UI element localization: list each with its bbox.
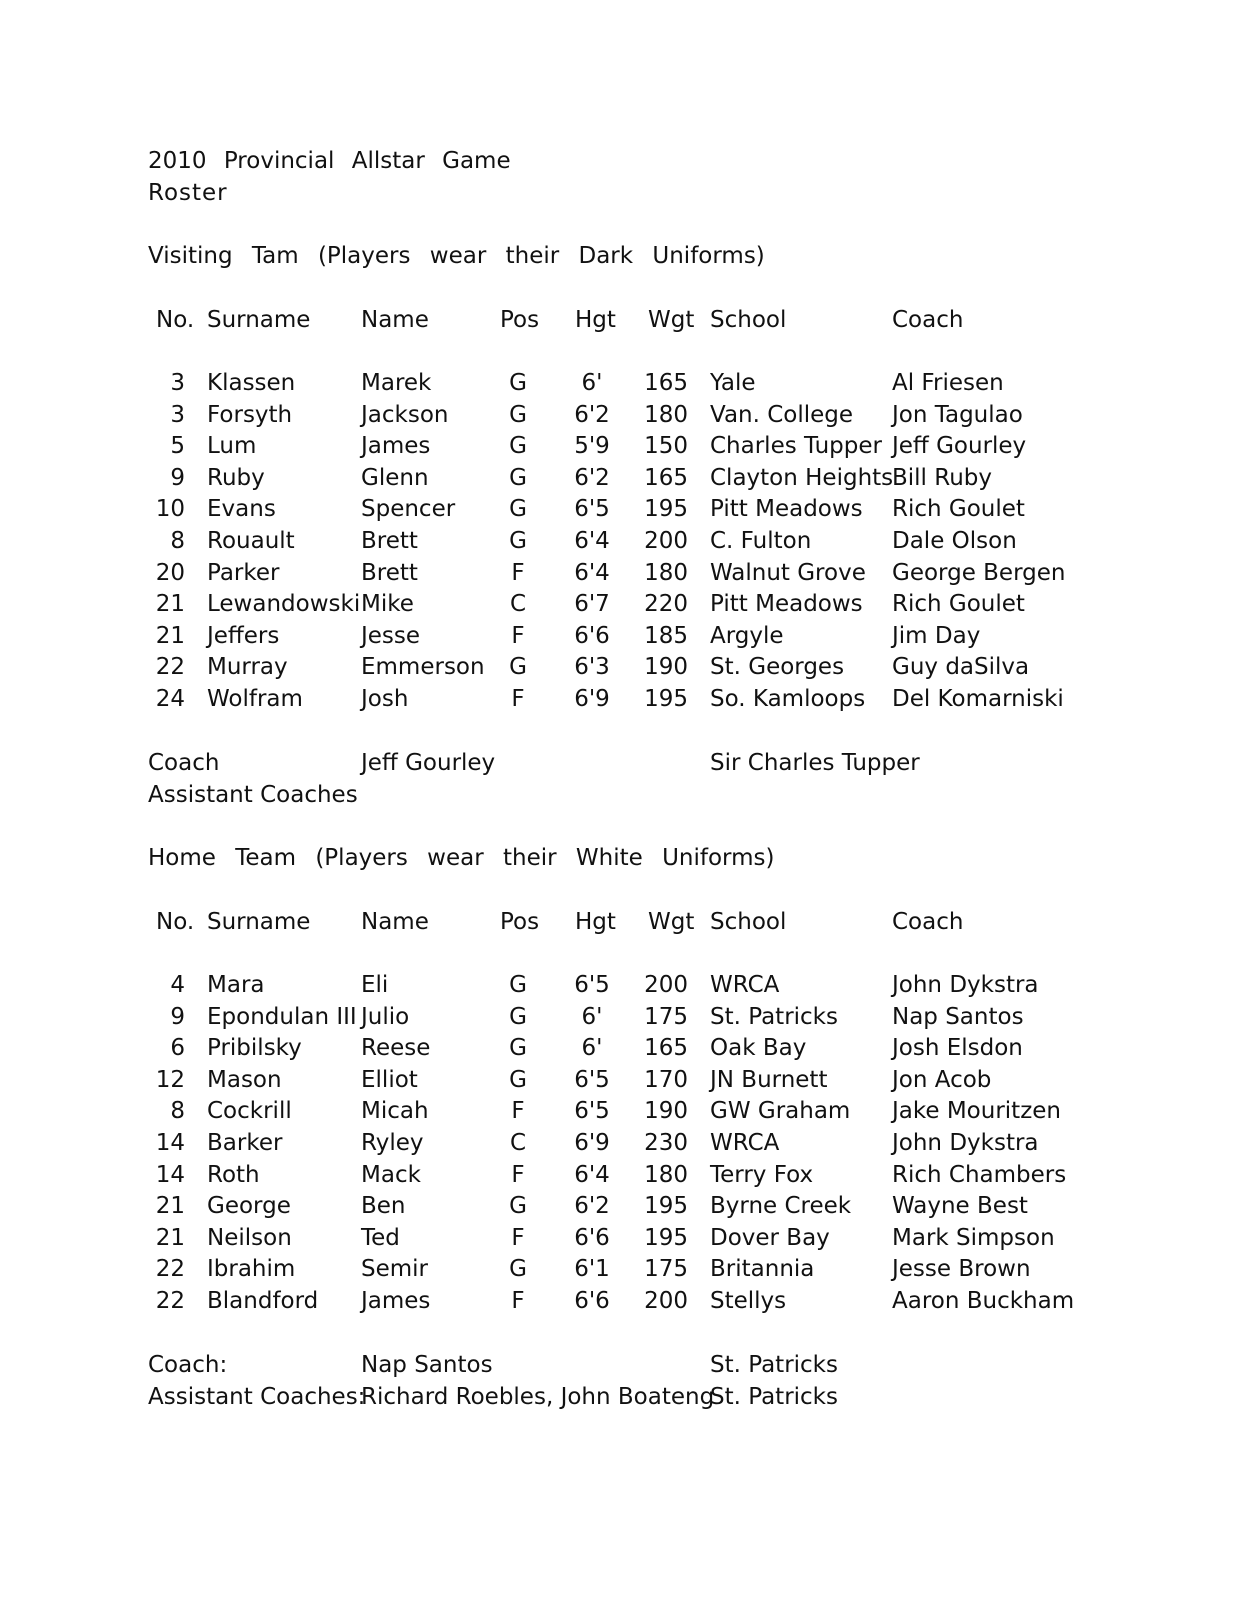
cell-no: 8 bbox=[170, 528, 185, 554]
cell-name: Ryley bbox=[361, 1130, 424, 1156]
cell-surname: Mason bbox=[207, 1066, 282, 1093]
cell-school: Yale bbox=[710, 370, 756, 396]
cell-school: Stellys bbox=[710, 1288, 787, 1314]
cell-pos: F bbox=[511, 1161, 525, 1188]
cell-school: GW Graham bbox=[710, 1098, 851, 1125]
cell-no: 22 bbox=[155, 1288, 185, 1314]
cell-wgt: 200 bbox=[644, 528, 688, 554]
cell-wgt: 190 bbox=[644, 1098, 688, 1125]
player-row bbox=[0, 526, 1236, 556]
cell-name: Mike bbox=[361, 591, 414, 618]
cell-coach: Dale Olson bbox=[892, 528, 1017, 554]
cell-school: St. Patricks bbox=[710, 1003, 838, 1030]
cell-surname: Mara bbox=[207, 972, 265, 998]
player-row bbox=[0, 368, 1236, 398]
col-header-coach: Coach bbox=[892, 307, 964, 333]
cell-pos: F bbox=[511, 686, 525, 712]
player-row bbox=[0, 970, 1236, 1000]
cell-name: Emmerson bbox=[361, 654, 485, 681]
cell-hgt: 6'5 bbox=[574, 1066, 610, 1093]
cell-coach: Jesse Brown bbox=[892, 1256, 1031, 1283]
cell-coach: Josh Elsdon bbox=[892, 1035, 1023, 1062]
cell-wgt: 150 bbox=[644, 433, 688, 460]
cell-pos: G bbox=[509, 370, 527, 396]
home-table-header bbox=[0, 907, 1236, 937]
cell-pos: G bbox=[509, 654, 527, 681]
player-row bbox=[0, 652, 1236, 682]
cell-school: Oak Bay bbox=[710, 1035, 807, 1062]
cell-coach: John Dykstra bbox=[892, 972, 1039, 998]
cell-coach: Jon Tagulao bbox=[892, 401, 1023, 428]
col-header-school: School bbox=[710, 909, 787, 935]
cell-no: 3 bbox=[170, 370, 185, 396]
cell-wgt: 165 bbox=[644, 370, 688, 396]
col-header-pos: Pos bbox=[500, 909, 540, 935]
player-row bbox=[0, 1096, 1236, 1126]
cell-surname: Klassen bbox=[207, 370, 296, 396]
player-row bbox=[0, 621, 1236, 651]
cell-school: So. Kamloops bbox=[710, 686, 866, 712]
cell-coach: Rich Goulet bbox=[892, 496, 1025, 523]
cell-pos: G bbox=[509, 972, 527, 998]
cell-coach: Rich Chambers bbox=[892, 1161, 1067, 1188]
cell-name: Semir bbox=[361, 1256, 429, 1283]
cell-surname: Barker bbox=[207, 1130, 283, 1156]
cell-pos: F bbox=[511, 1098, 525, 1125]
col-header-surname: Surname bbox=[207, 909, 311, 935]
cell-surname: Rouault bbox=[207, 528, 295, 554]
cell-surname: Neilson bbox=[207, 1224, 292, 1251]
cell-hgt: 6'5 bbox=[574, 496, 610, 523]
cell-no: 21 bbox=[155, 591, 185, 618]
cell-wgt: 190 bbox=[644, 654, 688, 681]
cell-wgt: 185 bbox=[644, 622, 688, 649]
cell-school: Terry Fox bbox=[710, 1161, 814, 1188]
cell-name: Marek bbox=[361, 370, 432, 396]
cell-no: 20 bbox=[155, 559, 185, 586]
cell-pos: G bbox=[509, 464, 527, 491]
cell-name: James bbox=[361, 433, 431, 460]
player-row bbox=[0, 400, 1236, 430]
home-coach-label: Coach: bbox=[148, 1352, 228, 1378]
cell-hgt: 6'2 bbox=[574, 401, 610, 428]
cell-wgt: 230 bbox=[644, 1130, 688, 1156]
cell-no: 9 bbox=[170, 1003, 185, 1030]
cell-surname: Parker bbox=[207, 559, 280, 586]
cell-name: Spencer bbox=[361, 496, 456, 523]
cell-surname: Roth bbox=[207, 1161, 260, 1188]
home-coach-name: Nap Santos bbox=[361, 1352, 493, 1378]
cell-hgt: 6'5 bbox=[574, 972, 610, 998]
cell-surname: Evans bbox=[207, 496, 276, 523]
cell-school: Pitt Meadows bbox=[710, 496, 863, 523]
cell-hgt: 6'6 bbox=[574, 1224, 610, 1251]
cell-school: WRCA bbox=[710, 1130, 780, 1156]
cell-hgt: 6'4 bbox=[574, 1161, 610, 1188]
cell-pos: G bbox=[509, 1193, 527, 1220]
cell-no: 9 bbox=[170, 464, 185, 491]
cell-hgt: 6'1 bbox=[574, 1256, 610, 1283]
cell-name: Ted bbox=[361, 1224, 400, 1251]
cell-wgt: 175 bbox=[644, 1003, 688, 1030]
cell-surname: Lum bbox=[207, 433, 257, 460]
cell-name: James bbox=[361, 1288, 431, 1314]
cell-hgt: 6'9 bbox=[574, 1130, 610, 1156]
cell-wgt: 200 bbox=[644, 1288, 688, 1314]
cell-surname: Pribilsky bbox=[207, 1035, 302, 1062]
cell-coach: Bill Ruby bbox=[892, 464, 992, 491]
cell-hgt: 6' bbox=[581, 1003, 603, 1030]
cell-school: JN Burnett bbox=[710, 1066, 828, 1093]
home-team-heading: Home Team (Players wear their White Uniforms) bbox=[148, 845, 775, 871]
visiting-coach-school: Sir Charles Tupper bbox=[710, 750, 920, 776]
cell-pos: F bbox=[511, 1288, 525, 1314]
cell-wgt: 220 bbox=[644, 591, 688, 618]
cell-name: Jackson bbox=[361, 401, 449, 428]
col-header-school: School bbox=[710, 307, 787, 333]
cell-no: 22 bbox=[155, 1256, 185, 1283]
col-header-name: Name bbox=[361, 909, 429, 935]
cell-surname: Ruby bbox=[207, 464, 265, 491]
cell-coach: Jeff Gourley bbox=[892, 433, 1027, 460]
cell-name: Brett bbox=[361, 559, 418, 586]
cell-wgt: 200 bbox=[644, 972, 688, 998]
cell-name: Ben bbox=[361, 1193, 406, 1220]
visiting-coach-name: Jeff Gourley bbox=[361, 750, 496, 776]
cell-coach: Aaron Buckham bbox=[892, 1288, 1075, 1314]
cell-wgt: 170 bbox=[644, 1066, 688, 1093]
cell-pos: G bbox=[509, 1066, 527, 1093]
cell-no: 3 bbox=[170, 401, 185, 428]
cell-no: 8 bbox=[170, 1098, 185, 1125]
player-row bbox=[0, 1160, 1236, 1190]
home-assistant-label: Assistant Coaches: bbox=[148, 1384, 366, 1410]
cell-surname: Jeffers bbox=[207, 622, 280, 649]
cell-school: Charles Tupper bbox=[710, 433, 882, 460]
cell-surname: Cockrill bbox=[207, 1098, 292, 1125]
cell-pos: G bbox=[509, 496, 527, 523]
visiting-coach-label: Coach bbox=[148, 750, 220, 776]
cell-coach: Nap Santos bbox=[892, 1003, 1024, 1030]
cell-pos: G bbox=[509, 433, 527, 460]
cell-hgt: 6'4 bbox=[574, 559, 610, 586]
cell-no: 24 bbox=[155, 686, 185, 712]
cell-surname: Blandford bbox=[207, 1288, 319, 1314]
col-header-wgt: Wgt bbox=[648, 909, 695, 935]
cell-no: 22 bbox=[155, 654, 185, 681]
home-coach-school: St. Patricks bbox=[710, 1352, 838, 1378]
cell-school: Van. College bbox=[710, 401, 854, 428]
cell-coach: John Dykstra bbox=[892, 1130, 1039, 1156]
cell-no: 14 bbox=[155, 1161, 185, 1188]
cell-wgt: 195 bbox=[644, 1224, 688, 1251]
cell-pos: F bbox=[511, 1224, 525, 1251]
cell-pos: F bbox=[511, 559, 525, 586]
cell-name: Eli bbox=[361, 972, 389, 998]
cell-coach: Rich Goulet bbox=[892, 591, 1025, 618]
cell-no: 4 bbox=[170, 972, 185, 998]
cell-pos: G bbox=[509, 1003, 527, 1030]
cell-name: Brett bbox=[361, 528, 418, 554]
cell-pos: C bbox=[509, 591, 527, 618]
cell-coach: Jim Day bbox=[892, 622, 981, 649]
cell-no: 14 bbox=[155, 1130, 185, 1156]
cell-pos: G bbox=[509, 1256, 527, 1283]
cell-school: Argyle bbox=[710, 622, 784, 649]
cell-pos: G bbox=[509, 401, 527, 428]
cell-name: Julio bbox=[361, 1003, 410, 1030]
cell-coach: Wayne Best bbox=[892, 1193, 1028, 1220]
visiting-table-header bbox=[0, 305, 1236, 335]
cell-coach: Del Komarniski bbox=[892, 686, 1064, 712]
cell-wgt: 195 bbox=[644, 686, 688, 712]
cell-wgt: 180 bbox=[644, 401, 688, 428]
cell-school: Dover Bay bbox=[710, 1224, 830, 1251]
cell-hgt: 6'5 bbox=[574, 1098, 610, 1125]
col-header-coach: Coach bbox=[892, 909, 964, 935]
cell-school: Walnut Grove bbox=[710, 559, 866, 586]
cell-name: Jesse bbox=[361, 622, 421, 649]
home-assistant-school: St. Patricks bbox=[710, 1384, 838, 1410]
cell-name: Glenn bbox=[361, 464, 429, 491]
player-row bbox=[0, 1128, 1236, 1158]
cell-hgt: 6'6 bbox=[574, 622, 610, 649]
cell-wgt: 180 bbox=[644, 1161, 688, 1188]
cell-school: Pitt Meadows bbox=[710, 591, 863, 618]
cell-pos: C bbox=[509, 1130, 527, 1156]
cell-pos: G bbox=[509, 1035, 527, 1062]
visiting-assistant-label: Assistant Coaches bbox=[148, 782, 358, 808]
player-row bbox=[0, 1002, 1236, 1032]
player-row bbox=[0, 589, 1236, 619]
player-row bbox=[0, 684, 1236, 714]
cell-name: Micah bbox=[361, 1098, 429, 1125]
cell-hgt: 6' bbox=[581, 1035, 603, 1062]
player-row bbox=[0, 1223, 1236, 1253]
cell-name: Reese bbox=[361, 1035, 431, 1062]
cell-wgt: 180 bbox=[644, 559, 688, 586]
cell-surname: George bbox=[207, 1193, 291, 1220]
cell-coach: Mark Simpson bbox=[892, 1224, 1055, 1251]
col-header-no: No. bbox=[156, 307, 195, 333]
cell-hgt: 5'9 bbox=[574, 433, 610, 460]
cell-school: Britannia bbox=[710, 1256, 815, 1283]
cell-name: Josh bbox=[361, 686, 409, 712]
cell-no: 21 bbox=[155, 1224, 185, 1251]
cell-no: 6 bbox=[170, 1035, 185, 1062]
cell-surname: Wolfram bbox=[207, 686, 303, 712]
cell-hgt: 6'4 bbox=[574, 528, 610, 554]
col-header-wgt: Wgt bbox=[648, 307, 695, 333]
cell-hgt: 6'2 bbox=[574, 1193, 610, 1220]
cell-no: 21 bbox=[155, 622, 185, 649]
cell-wgt: 195 bbox=[644, 1193, 688, 1220]
player-row bbox=[0, 1286, 1236, 1316]
cell-wgt: 165 bbox=[644, 464, 688, 491]
player-row bbox=[0, 1033, 1236, 1063]
cell-no: 21 bbox=[155, 1193, 185, 1220]
cell-surname: Forsyth bbox=[207, 401, 293, 428]
cell-school: Clayton Heights bbox=[710, 464, 894, 491]
cell-no: 12 bbox=[155, 1066, 185, 1093]
cell-school: Byrne Creek bbox=[710, 1193, 852, 1220]
cell-surname: Ibrahim bbox=[207, 1256, 296, 1283]
player-row bbox=[0, 558, 1236, 588]
cell-coach: Guy daSilva bbox=[892, 654, 1030, 681]
cell-hgt: 6'6 bbox=[574, 1288, 610, 1314]
cell-coach: Jon Acob bbox=[892, 1066, 992, 1093]
document-subtitle: Roster bbox=[148, 180, 228, 206]
cell-no: 10 bbox=[155, 496, 185, 523]
cell-name: Elliot bbox=[361, 1066, 418, 1093]
cell-hgt: 6'3 bbox=[574, 654, 610, 681]
player-row bbox=[0, 1191, 1236, 1221]
cell-name: Mack bbox=[361, 1161, 421, 1188]
cell-wgt: 175 bbox=[644, 1256, 688, 1283]
col-header-surname: Surname bbox=[207, 307, 311, 333]
cell-hgt: 6'2 bbox=[574, 464, 610, 491]
cell-no: 5 bbox=[170, 433, 185, 460]
cell-surname: Epondulan III bbox=[207, 1003, 357, 1030]
cell-hgt: 6' bbox=[581, 370, 603, 396]
col-header-hgt: Hgt bbox=[575, 909, 616, 935]
cell-surname: Lewandowski bbox=[207, 591, 361, 618]
player-row bbox=[0, 463, 1236, 493]
visiting-team-heading: Visiting Tam (Players wear their Dark Uniforms) bbox=[148, 243, 765, 269]
cell-wgt: 165 bbox=[644, 1035, 688, 1062]
col-header-pos: Pos bbox=[500, 307, 540, 333]
cell-surname: Murray bbox=[207, 654, 288, 681]
player-row bbox=[0, 494, 1236, 524]
player-row bbox=[0, 431, 1236, 461]
cell-school: WRCA bbox=[710, 972, 780, 998]
player-row bbox=[0, 1254, 1236, 1284]
cell-wgt: 195 bbox=[644, 496, 688, 523]
home-assistant-names: Richard Roebles, John Boateng bbox=[361, 1384, 715, 1410]
col-header-hgt: Hgt bbox=[575, 307, 616, 333]
cell-pos: G bbox=[509, 528, 527, 554]
cell-coach: George Bergen bbox=[892, 559, 1066, 586]
cell-school: C. Fulton bbox=[710, 528, 812, 554]
document-title: 2010 Provincial Allstar Game bbox=[148, 148, 511, 174]
cell-coach: Al Friesen bbox=[892, 370, 1004, 396]
cell-school: St. Georges bbox=[710, 654, 845, 681]
cell-pos: F bbox=[511, 622, 525, 649]
col-header-no: No. bbox=[156, 909, 195, 935]
cell-hgt: 6'7 bbox=[574, 591, 610, 618]
cell-hgt: 6'9 bbox=[574, 686, 610, 712]
cell-coach: Jake Mouritzen bbox=[892, 1098, 1061, 1125]
player-row bbox=[0, 1065, 1236, 1095]
col-header-name: Name bbox=[361, 307, 429, 333]
